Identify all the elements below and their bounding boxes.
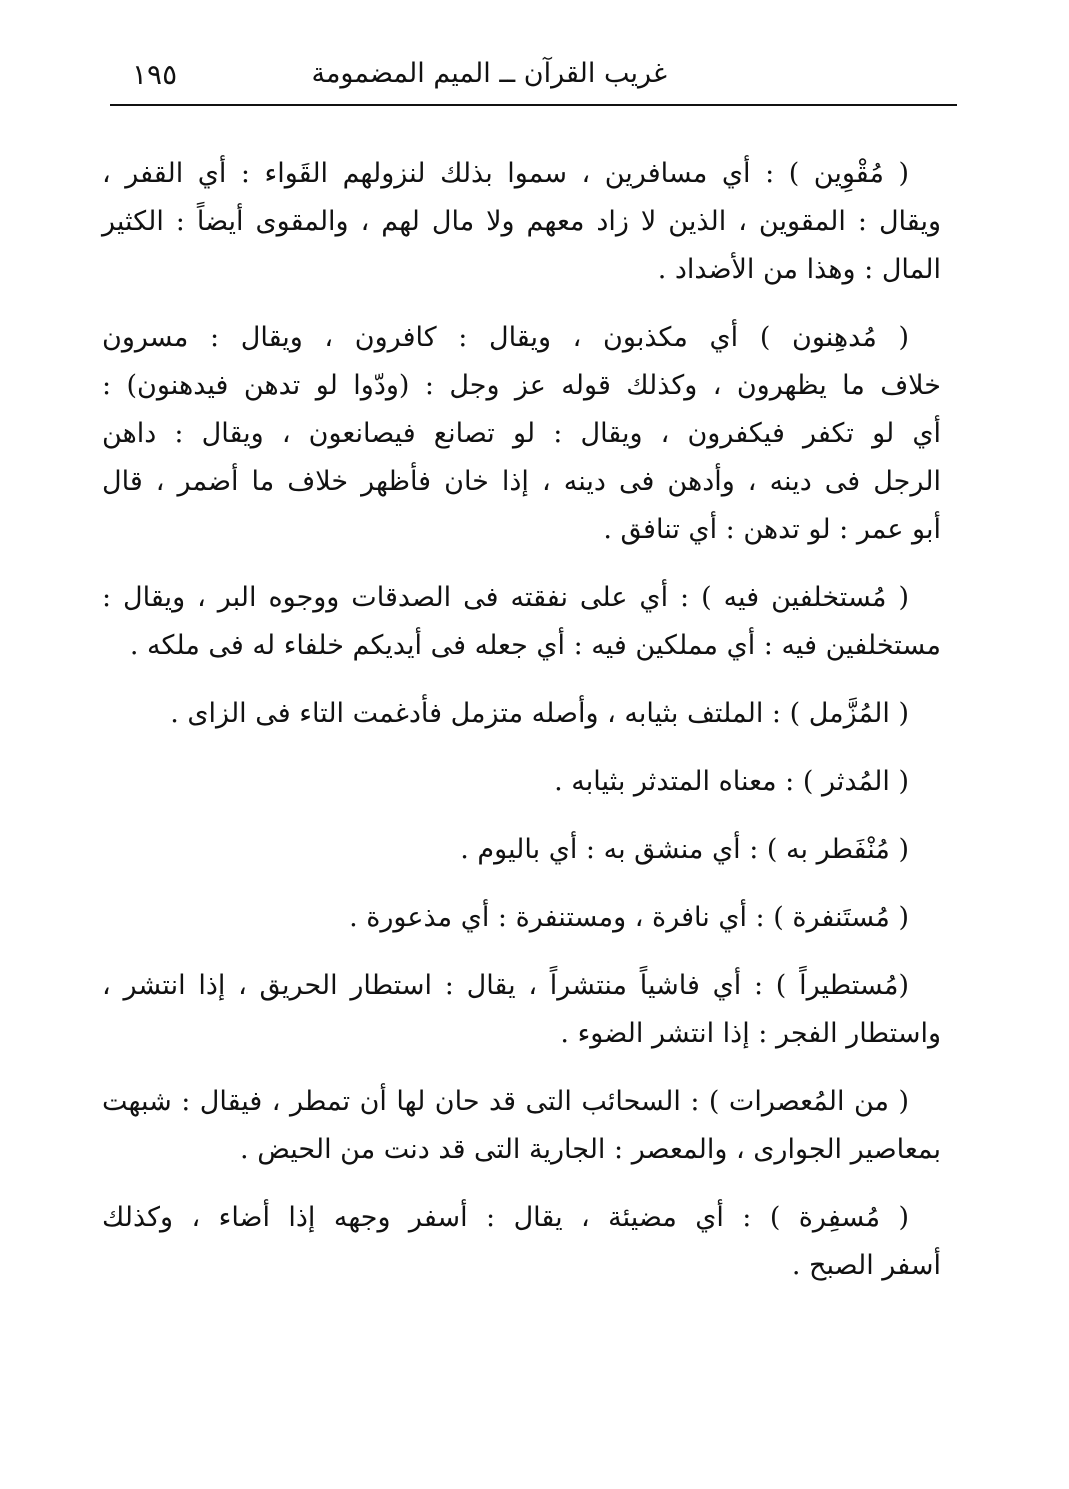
dictionary-entry (102, 1078, 941, 1174)
entry-line: المال : وهذا من الأضداد . (657, 254, 941, 285)
entry-line: واستطار الفجر : إذا انتشر الضوء . (560, 1018, 941, 1049)
entry-line: ( مُنْفَطر به ) : أي منشق به : أي باليوم . (460, 834, 909, 865)
entry-line: ( مُستَنفرة ) : أي نافرة ، ومستنفرة : أي مذعورة . (349, 902, 909, 933)
dictionary-entry (102, 962, 941, 1058)
entry-line: الرجل فى دينه ، وأدهن فى دينه ، إذا خان فأظهر خلاف ما أضمر ، قال (102, 466, 941, 497)
dictionary-entry (102, 894, 941, 942)
header-title: غريب القرآن ــ الميم المضمومة (311, 58, 667, 89)
entry-line: أسفر الصبح . (791, 1250, 941, 1281)
running-header (110, 52, 957, 106)
dictionary-entries (102, 150, 941, 1310)
entry-line: ( المُدثر ) : معناه المتدثر بثيابه . (554, 766, 909, 797)
dictionary-entry (102, 574, 941, 670)
page-number: ١٩٥ (132, 58, 178, 91)
entry-line: خلاف ما يظهرون ، وكذلك قوله عز وجل : (ودّوا لو تدهن فيدهنون) : (102, 370, 941, 401)
dictionary-entry (102, 150, 941, 294)
entry-line: أبو عمر : لو تدهن : أي تنافق . (603, 514, 941, 545)
entry-line: مستخلفين فيه : أي مملكين فيه : أي جعله فى أيديكم خلفاء له فى ملكه . (129, 630, 941, 661)
dictionary-entry (102, 1194, 941, 1290)
dictionary-entry (102, 314, 941, 554)
entry-line: ( من المُعصرات ) : السحائب التى قد حان لها أن تمطر ، فيقال : شبهت (102, 1086, 909, 1117)
entry-line: بمعاصير الجوارى ، والمعصر : الجارية التى قد دنت من الحيض . (240, 1134, 941, 1165)
dictionary-entry (102, 758, 941, 806)
dictionary-entry (102, 690, 941, 738)
entry-line: ( مُسفِرة ) : أي مضيئة ، يقال : أسفر وجهه إذا أضاء ، وكذلك (102, 1202, 909, 1233)
entry-line: ( مُدهِنون ) أي مكذبون ، ويقال : كافرون ، ويقال : مسرون (102, 322, 909, 353)
entry-line: ( مُستخلفين فيه ) : أي على نفقته فى الصدقات ووجوه البر ، ويقال : (102, 582, 909, 613)
entry-line: ويقال : المقوين ، الذين لا زاد معهم ولا مال لهم ، والمقوى أيضاً : الكثير (102, 206, 941, 237)
entry-line: ( المُزَّمل ) : الملتف بثيابه ، وأصله متزمل فأدغمت التاء فى الزاى . (170, 698, 909, 729)
entry-line: أي لو تكفر فيكفرون ، ويقال : لو تصانع فيصانعون ، ويقال : داهن (102, 418, 941, 449)
entry-line: ( مُقْوِين ) : أي مسافرين ، سموا بذلك لنزولهم القَواء : أي القفر ، (102, 158, 909, 189)
dictionary-entry (102, 826, 941, 874)
entry-line: (مُستطيراً ) : أي فاشياً منتشراً ، يقال : استطار الحريق ، إذا انتشر ، (102, 970, 909, 1001)
